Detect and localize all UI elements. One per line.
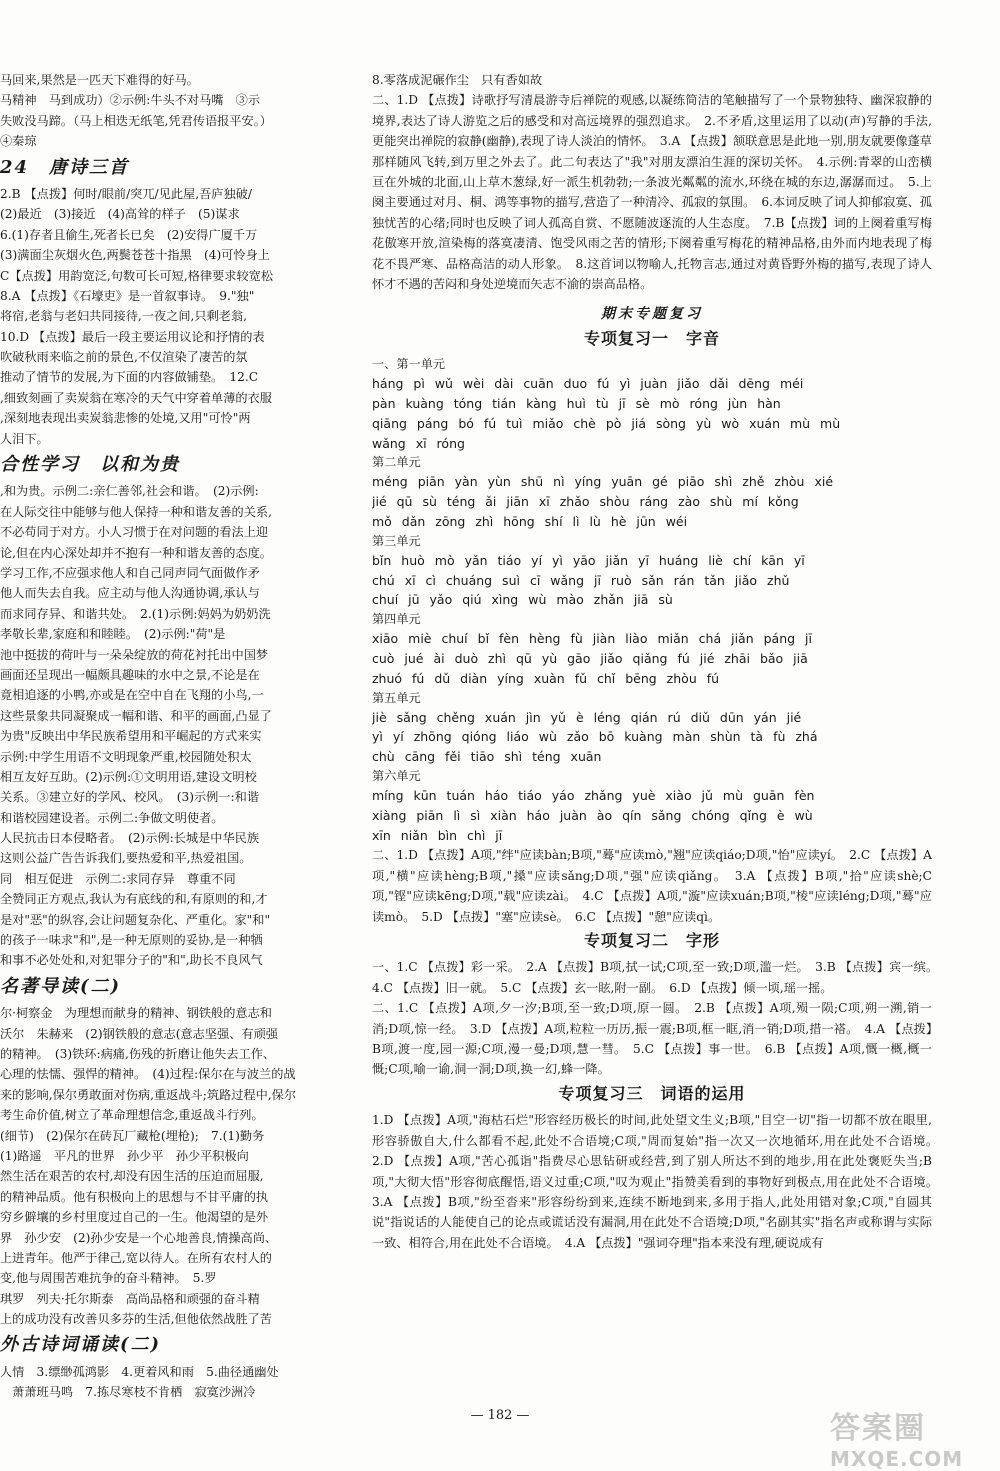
left-text-line: 孝敬长辈,家庭和和睦睦。 (2)示例:"荷"是: [0, 627, 226, 642]
watermark-logo: [830, 1403, 980, 1471]
left-text-line: 6.(1)存者且偷生,死者长已矣 (2)安得广厦千万: [0, 227, 258, 242]
left-column: [0, 70, 358, 1403]
left-text-line: 萧萧班马鸣 7.拣尽寒枝不肯栖 寂寞沙洲冷: [0, 1385, 256, 1400]
left-text-line: 不必苟同于对方。小人习惯于在对问题的看法上迎: [0, 525, 269, 540]
left-text-line: 的孩子一味求"和",是一种无原则的妥协,是一种牺: [0, 933, 263, 948]
watermark-top: 答案圈: [830, 1411, 926, 1446]
left-text-line: 相互友好互助。(2)示例:①文明用语,建设文明校: [0, 769, 257, 784]
section-title-classics-reading: 名著导读(二): [0, 975, 122, 997]
pinyin-line: cuò jué ài duò zhì qū yù gāo jiǎo qiǎng fú jié zhāi bǎo jiā: [372, 651, 808, 667]
left-text-line: 和谐校园建设者。示例二:争做文明使者。: [0, 810, 224, 825]
left-text-line: 推动了情节的发展,为下面的内容做铺垫。 12.C: [0, 370, 259, 385]
left-text-line: 吹破秋雨来临之前的景色,不仅渲染了凄苦的氛: [0, 350, 248, 365]
pinyin-units: [372, 374, 932, 845]
left-text-line: 穷乡僻壤的乡村里度过自己的一生。他渴望的是外: [0, 1210, 269, 1225]
pinyin-line: chù cāng fěi tiāo shì téng xuān: [372, 749, 602, 765]
left-text-line: 变,他与周围苦难抗争的奋斗精神。 5.罗: [0, 1271, 217, 1286]
left-text-line: 上的成功没有改善贝多芬的生活,但他依然战胜了苦: [0, 1312, 272, 1327]
final-review-heading: 期末专题复习: [601, 306, 703, 323]
watermark-bottom: MXQE.COM: [830, 1447, 964, 1471]
left-text-line: ,和为贵。示例二:亲仁善邻,社会和谐。 (2)示例:: [0, 484, 259, 499]
section-title-tang-poems: 24 唐诗三首: [0, 156, 130, 178]
pinyin-line: qiāng páng bó fú tuì miǎo chè pò jiá sòng yù wò xuán mù mù: [372, 415, 841, 431]
pinyin-line: chuí jū yǎo qiú xìng wù mào zhǎn jiā sù: [372, 592, 673, 608]
left-text-line: (3)满面尘灰烟火色,两鬓苍苍十指黑 (4)可怜身上: [0, 248, 270, 263]
pinyin-line: pàn kuàng tóng tián kàng huì tù jī sè mò róng jùn hàn: [372, 396, 781, 412]
left-text-line: 学习工作,不应强求他人和自己同声同气面做作矛: [0, 566, 260, 581]
left-section3-block: [0, 1003, 358, 1329]
left-text-line: (2)最近 (3)接近 (4)高耸的样子 (5)谋求: [0, 207, 240, 222]
left-text-line: 而求同存异、和谐共处。 2.(1)示例:妈妈为奶奶洗: [0, 606, 271, 621]
unit-label: 第四单元: [372, 612, 421, 627]
left-text-line: 和事不必处处和,对犯罪分子的"和",助长不良风气: [0, 953, 263, 968]
review3-paragraph: 1.D 【点拨】A项,"海枯石烂"形容经历极长的时间,此处望文生义;B项,"目空一切"指一切都不放在眼里,形容骄傲自大,什么都看不起,此处不合语境;C项,"周而复始"指一次又一次地循环,用在此处不合语境。 2.D 【点拨】A项,"苦心孤诣"指费尽心思钻研或经营,到了别人所达不到的地步,用在此处褒贬失当;B项,"大彻大悟"形容彻底醒悟,语义过重;C项,"叹为观止"指赞美看到的事物好到极点,用在此处不合语境。 3.A 【点拨】B项,"纷至沓来"形容纷纷到来,连续不断地到来,多用于指人,此处用错对象;C项,"自圆其说"指说话的人能使自己的论点或谎话没有漏洞,用在此处不合语境;D项,"名副其实"指名声或称谓与实际一致、相符合,用在此处不合语境。 4.A 【点拨】"强词夺理"指本来没有理,硬说成有: [372, 1113, 945, 1250]
left-text-line: 的精神。 (3)铁环:病痛,伤残的折磨让他失去工作、: [0, 1047, 276, 1062]
left-text-line: 池中挺拔的荷叶与一朵朵绽放的荷花衬托出中国梦: [0, 647, 269, 662]
left-text-line: 2.B 【点拨】何时/眼前/突兀/见此屋,吾庐独破/: [0, 186, 252, 201]
pinyin-line: jié qū sù téng ǎi jiān xī zhǎo shòu ráng zào shù mí kǒng: [372, 494, 799, 510]
left-text-line: 琪罗 列夫·托尔斯泰 高尚品格和顽强的奋斗精: [0, 1291, 260, 1306]
left-text-line: 为贵"反映出中华民族希望用和平崛起的方式来实: [0, 729, 262, 744]
pinyin-line: wǎng xī róng: [372, 435, 465, 451]
left-text-line: 上进青年。他严于律己,宽以待人。在所有农村人的: [0, 1250, 272, 1265]
left-text-line: 尔·柯察金 为理想而献身的精神、钢铁般的意志和: [0, 1006, 272, 1021]
left-text-line: 人民抗击日本侵略者。 (2)示例:长城是中华民族: [0, 831, 260, 846]
left-text-line: 这些景象共同凝聚成一幅和谐、和平的画面,凸显了: [0, 708, 272, 723]
section-title-extra-poems: 外古诗词诵读(二): [0, 1334, 162, 1356]
left-text-line: 是对"恶"的纵容,会让问题复杂化、严重化。家"和": [0, 912, 271, 927]
left-section1-block: [0, 184, 358, 449]
pinyin-line: mǒ dǎn zōng zhì hōng shí lì lù hè jūn wéi: [372, 514, 688, 530]
left-text-line: 这则公益广告告诉我们,要热爱和平,热爱祖国。: [0, 851, 252, 866]
left-text-line: 示例:中学生用语不文明现象严重,校园随处积太: [0, 749, 252, 764]
left-text-line: 同 相互促进 示例二:求同存异 尊重不同: [0, 871, 236, 886]
left-text-line: C【点拨】用韵宽泛,句数可长可短,格律要求较宽松: [0, 268, 274, 283]
unit-label: 第六单元: [372, 769, 421, 784]
review3-heading: 专项复习三 词语的运用: [558, 1083, 746, 1103]
pinyin-line: xiāo miè chuí bǐ fèn hèng fù jiàn liào miǎn chá jiǎn páng jī: [372, 631, 812, 647]
pinyin-line: háng pì wǔ wèi dài cuān duo fú yì juàn jiǎo dǎi dēng méi: [372, 376, 804, 392]
unit-label: 第五单元: [372, 690, 421, 705]
pinyin-line: méng piān yàn yùn shū nì yíng yuān gé piāo shì zhě zhòu xié: [372, 474, 834, 490]
pinyin-line: chú xī cì chuáng suì cī wǎng jī ruò sǎn rán tǎn jiǎo zhǔ: [372, 572, 790, 588]
left-section2-block: [0, 481, 358, 970]
left-top-block: [0, 70, 358, 152]
pinyin-line: xiàng piān lì sì xiàn háo juàn ào qín sǎng chóng qǐng è wù: [372, 807, 813, 823]
left-text-line: 10.D 【点拨】最后一段主要运用议论和抒情的表: [0, 329, 265, 344]
left-text-line: 界 孙少安 (2)孙少安是一个心地善良,情操高尚、: [0, 1230, 278, 1245]
left-text-line: 的精神品质。他有积极向上的思想与不甘平庸的执: [0, 1189, 269, 1204]
left-text-line: 8.A 【点拨】《石壕吏》是一首叙事诗。 9."独": [0, 288, 255, 303]
unit-label: 第三单元: [372, 533, 421, 548]
review2-part2: 二、1.C 【点拨】A项,夕一汐;B项,至一致;D项,原一圆。 2.B 【点拨】A项,殒一陨;C项,朔一溯,销一消;D项,惊一经。 3.D 【点拨】A项,粒粒一历历,振一震;B项,框一眶,消一销;D项,措一褡。 4.A 【点拨】B项,渡一度,园一源;C项,漫一曼;D项,慧一彗。 5.C 【点拨】事一世。 6.B 【点拨】A项,慨一概,概一慨;C项,喻一谕,洞一洞;D项,换一幻,蜂一降。: [372, 1001, 932, 1077]
left-text-line: 将宿,老翁与老妇共同接待,一夜之间,只剩老翁,: [0, 309, 248, 324]
left-text-line: 人情 3.缥缈孤鸿影 4.更着风和雨 5.曲径通幽处: [0, 1364, 279, 1379]
right-column: [372, 70, 945, 1253]
left-section4-block: [0, 1362, 358, 1403]
left-text-line: ,深刻地表现出卖炭翁悲惨的处境,又用"可怜"两: [0, 411, 251, 426]
left-text-line: 失败没马蹄。（马上相迭无纸笔,凭君传语报平安。）: [0, 113, 272, 128]
left-text-line: 马回来,果然是一匹天下难得的好马。: [0, 73, 199, 87]
left-text-line: 马精神 马到成功）②示例:牛头不对马嘴 ③示: [0, 93, 261, 108]
left-text-line: 论,但在内心深处却并不抱有一种和谐友善的态度。: [0, 545, 272, 560]
left-text-line: 心理的怯懦、强悍的精神。 (4)过程:保尔在与波兰的战: [0, 1067, 296, 1082]
left-text-line: 关系。③建立好的学风、校风。 (3)示例一:和谐: [0, 790, 260, 805]
left-text-line: ④秦琼: [0, 134, 37, 149]
unit-label: 第二单元: [372, 455, 421, 470]
review2-heading: 专项复习二 字形: [583, 931, 720, 951]
left-text-line: (细节) (2)保尔在砖瓦厂藏枪(埋枪); 7.(1)勤务: [0, 1128, 265, 1143]
left-text-line: ,细致刻画了卖炭翁在寒冷的天气中穿着单薄的衣服: [0, 390, 272, 405]
left-text-line: 全赞同正方观点,我认为有底线的和,有原则的和,才: [0, 892, 268, 907]
left-text-line: 来的影响,保尔勇敢面对伤病,重返战斗;筑路过程中,保尔: [0, 1087, 297, 1102]
review2-part1: 一、1.C 【点拨】彩一采。 2.A 【点拨】B项,拭一试;C项,至一致;D项,滥一烂。 3.B 【点拨】宾一缤。 4.C 【点拨】旧一就。 5.C 【点拨】玄一眩,附一副。 6.D 【点拨】倾一顷,瑶一摇。: [372, 960, 945, 995]
left-text-line: 他人而失去自我。应主动与他人沟通协调,承认与: [0, 586, 260, 601]
pinyin-line: yì yí zhōng qióng liáo wù zǎo bō kuàng màn shùn tà fù zhá: [372, 729, 818, 745]
left-text-line: 在人际交往中能够与他人保持一种和谐友善的关系,: [0, 504, 272, 519]
section-title-harmony: 合性学习 以和为贵: [0, 454, 180, 476]
left-text-line: 沃尔 朱赫来 (2)钢铁般的意志(意志坚强、有顽强: [0, 1026, 278, 1041]
pinyin-line: bǐn huò mò yǎn tiáo yí yì yāo jiǎn yī huáng liè chí kān yī: [372, 552, 805, 568]
pinyin-line: zhuó fú dǔ diàn yíng xuàn fǔ chǐ bēng zhòu fú: [372, 670, 720, 686]
pinyin-line: xīn niǎn bìn chì jī: [372, 827, 503, 843]
left-text-line: (1)路遥 平凡的世界 孙少平 孙少平积极向: [0, 1148, 249, 1163]
intro-line: 8.零落成泥碾作尘 只有香如故: [372, 73, 543, 87]
left-text-line: 画面还呈现出一幅颇具趣味的水中之景,不论是在: [0, 667, 260, 682]
left-text-line: 竟相追逐的小鸭,亦或是在空中自在飞翔的小鸟,一: [0, 688, 264, 703]
review1-intro: 一、第一单元: [372, 357, 446, 372]
left-text-line: 人泪下。: [0, 431, 49, 446]
review1-part2: 二、1.D 【点拨】A项,"绊"应读bàn;B项,"蓦"应读mò,"翘"应读qiáo;D项,"怡"应读yí。 2.C 【点拨】A项,"横"应读hèng;B项,"搡"应读sǎng;D项,"强"应读qiǎng。 3.A 【点拨】B项,"拾"应读shè;C项,"铿"应读kēng;D项,"载"应读zài。 4.C 【点拨】A项,"漩"应读xuán;B项,"棱"应读léng;D项,"蓦"应读mò。 5.D 【点拨】"塞"应读sè。 6.C 【点拨】"憩"应读qì。: [372, 848, 932, 924]
pinyin-line: jiè sǎng chěng xuán jìn yǔ è léng qián rú diǔ dūn yán jié: [372, 709, 802, 725]
review1-heading: 专项复习一 字音: [583, 328, 720, 348]
left-text-line: 考生命价值,树立了革命理想信念,重返战斗行列。: [0, 1108, 264, 1123]
poem-answers-paragraph: 二、1.D 【点拨】诗歌抒写清晨游寺后禅院的观感,以凝练简洁的笔触描写了一个景物独特、幽深寂静的境界,表达了诗人游览之后的感受和对高远境界的强烈追求。 2.不矛盾,这里运用了以动(声)写静的手法,更能突出禅院的寂静(幽静),表现了诗人淡泊的情怀。 3.A 【点拨】颔联意思是此地一别,朋友就要像蓬草那样随风飞转,到万里之外去了。此二句表达了"我"对朋友漂泊生涯的深切关怀。 4.示例:青翠的山峦横亘在外城的北面,山上草木葱绿,好一派生机勃勃;一条波光粼粼的流水,环绕在城的东边,潺潺而过。 5.上阕主要通过对月、桐、鸿等事物的描写,营造了一种清冷、孤寂的氛围。 6.本词反映了词人抑郁寂寞、孤独忧苦的心绪;同时也反映了词人孤高自赏、不愿随波逐流的人生态度。 7.B【点拨】词的上阕着重写梅花傲寒开放,渲染梅的落寞凄清、饱受风雨之苦的情形;下阕着重写梅花的精神品格,由外而内地表现了梅花不畏严寒、品格高洁的动人形象。 8.这首词以物喻人,托物言志,通过对黄昏野外梅的描写,表现了诗人怀才不遇的苦闷和身处逆境而矢志不渝的崇高品格。: [372, 93, 932, 292]
pinyin-line: míng kūn tuán háo tiáo yáo zhǎng yuè xiào jǔ mù guān fèn: [372, 788, 815, 804]
page-number: — 182 —: [470, 1408, 530, 1423]
left-text-line: 然生活在艰苦的农村,却没有因生活的压迫而屈服,: [0, 1169, 264, 1184]
